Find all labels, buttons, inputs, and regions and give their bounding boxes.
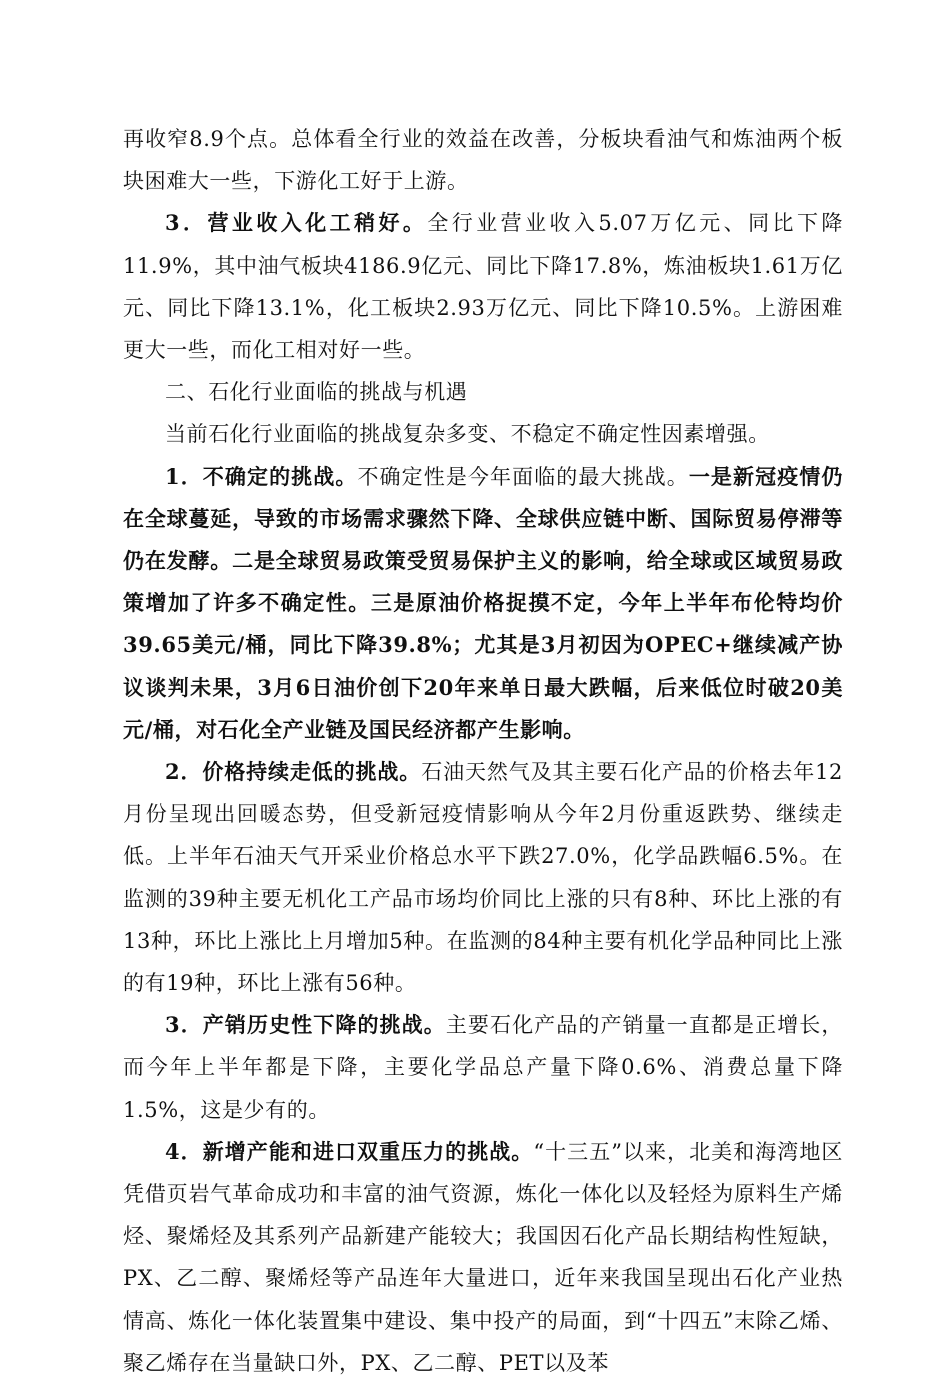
section-heading: 1．不确定的挑战。	[165, 463, 358, 489]
paragraph-text: 不确定性是今年面临的最大挑战。	[357, 464, 689, 489]
paragraph-bold-text: 一是新冠疫情仍在全球蔓延，导致的市场需求骤然下降、全球供应链中断、国际贸易停滞等仍在发酵。二是全球贸易政策受贸易保护主义的影响，给全球或区域贸易政策增加了许多不确定性。三是原油价格捉摸不定，今年上半年布伦特均价39.65美元/桶，同比下降39.8%；尤其是3月初因为OPEC+继续减产协议谈判未果，3月6日油价创下20年来单日最大跌幅，后来低位时破20美元/桶，对石化全产业链及国民经济都产生影响。	[123, 463, 843, 742]
section-heading: 4．新增产能和进口双重压力的挑战。	[165, 1138, 534, 1164]
paragraph-revenue	[123, 202, 843, 371]
document-body	[123, 118, 843, 1384]
section-heading: 3．产销历史性下降的挑战。	[165, 1012, 446, 1038]
paragraph-uncertainty-challenge	[123, 456, 843, 751]
section-heading: 2．价格持续走低的挑战。	[165, 759, 422, 785]
paragraph-production-challenge	[123, 1004, 843, 1131]
paragraph-summary-efficiency	[123, 118, 843, 202]
paragraph-text: 再收窄8.9个点。总体看全行业的效益在改善，分板块看油气和炼油两个板块困难大一些，下游化工好于上游。	[123, 127, 843, 194]
section-title-text: 二、石化行业面临的挑战与机遇	[165, 380, 468, 405]
paragraph-intro-challenges	[123, 413, 843, 455]
section-heading: 3．营业收入化工稍好。	[165, 210, 428, 236]
paragraph-text: 主要石化产品的产销量一直都是正增长，而今年上半年都是下降，主要化学品总产量下降0.6%、消费总量下降1.5%，这是少有的。	[123, 1013, 843, 1122]
paragraph-price-challenge	[123, 751, 843, 1004]
paragraph-text: 当前石化行业面临的挑战复杂多变、不稳定不确定性因素增强。	[165, 422, 770, 447]
paragraph-capacity-import-challenge	[123, 1131, 843, 1384]
section-title-challenges	[123, 371, 843, 413]
paragraph-text: 全行业营业收入5.07万亿元、同比下降11.9%，其中油气板块4186.9亿元、同比下降17.8%，炼油板块1.61万亿元、同比下降13.1%，化工板块2.93万亿元、同比下降10.5%。上游困难更大一些，而化工相对好一些。	[123, 211, 844, 363]
paragraph-text: 石油天然气及其主要石化产品的价格去年12月份呈现出回暖态势，但受新冠疫情影响从今年2月份重返跌势、继续走低。上半年石油天气开采业价格总水平下跌27.0%，化学品跌幅6.5%。在监测的39种主要无机化工产品市场均价同比上涨的只有8种、环比上涨的有13种，环比上涨比上月增加5种。在监测的84种主要有机化学品种同比上涨的有19种，环比上涨有56种。	[123, 760, 843, 996]
paragraph-text: “十三五”以来，北美和海湾地区凭借页岩气革命成功和丰富的油气资源，炼化一体化以及轻烃为原料生产烯烃、聚烯烃及其系列产品新建产能较大；我国因石化产品长期结构性短缺，PX、乙二醇、聚烯烃等产品连年大量进口，近年来我国呈现出石化产业热情高、炼化一体化装置集中建设、集中投产的局面，到“十四五”末除乙烯、聚乙烯存在当量缺口外，PX、乙二醇、PET以及苯	[123, 1139, 843, 1375]
